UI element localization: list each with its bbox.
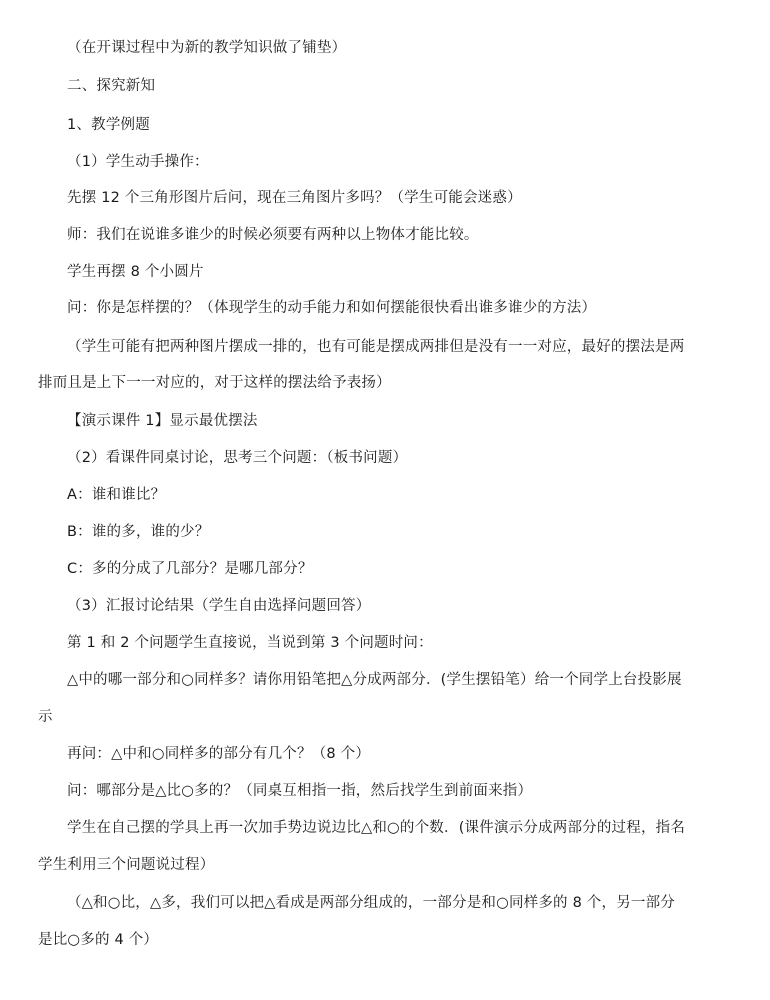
text-line: （2）看课件同桌讨论，思考三个问题：（板书问题） xyxy=(67,450,408,466)
text-line: 师：我们在说谁多谁少的时候必须要有两种以上物体才能比较。 xyxy=(67,227,479,243)
text-line: 问：你是怎样摆的？（体现学生的动手能力和如何摆能很快看出谁多谁少的方法） xyxy=(67,300,597,316)
text-line: B：谁的多，谁的少？ xyxy=(67,524,210,540)
text-line: 是比○多的 4 个） xyxy=(38,932,159,948)
text-line: （1）学生动手操作： xyxy=(67,154,209,170)
text-line: 问：哪部分是△比○多的？（同桌互相指一指，然后找学生到前面来指） xyxy=(67,783,533,799)
text-line: （学生可能有把两种图片摆成一排的，也有可能是摆成两排但是没有一一对应，最好的摆法是两 xyxy=(67,339,685,355)
text-line: 学生再摆 8 个小圆片 xyxy=(67,264,204,280)
text-line: C：多的分成了几部分？是哪几部分？ xyxy=(67,561,313,577)
text-line: A：谁和谁比？ xyxy=(67,487,166,503)
text-line: 学生利用三个问题说过程） xyxy=(38,857,215,873)
text-line: （3）汇报讨论结果（学生自由选择问题回答） xyxy=(67,598,371,614)
text-line: （在开课过程中为新的教学知识做了铺垫） xyxy=(67,40,347,56)
text-line: 学生在自己摆的学具上再一次加手势边说边比△和○的个数．(课件演示分成两部分的过程，指名 xyxy=(67,820,686,836)
text-line: △中的哪一部分和○同样多？请你用铅笔把△分成两部分．(学生摆铅笔）给一个同学上台投影展 xyxy=(67,672,682,688)
subsection-heading: 1、教学例题 xyxy=(67,117,150,133)
text-line: 第 1 和 2 个问题学生直接说，当说到第 3 个问题时问： xyxy=(67,635,433,651)
text-line: 先摆 12 个三角形图片后问，现在三角图片多吗？（学生可能会迷惑） xyxy=(67,190,522,206)
text-line: 示 xyxy=(38,709,53,725)
text-line: （△和○比，△多，我们可以把△看成是两部分组成的，一部分是和○同样多的 8 个，另一部分 xyxy=(67,895,675,911)
text-line: 排而且是上下一一对应的，对于这样的摆法给予表扬） xyxy=(38,375,391,391)
text-line: 【演示课件 1】显示最优摆法 xyxy=(67,413,258,429)
text-line: 再问：△中和○同样多的部分有几个？（8 个） xyxy=(67,746,371,762)
section-heading: 二、探究新知 xyxy=(67,78,156,94)
